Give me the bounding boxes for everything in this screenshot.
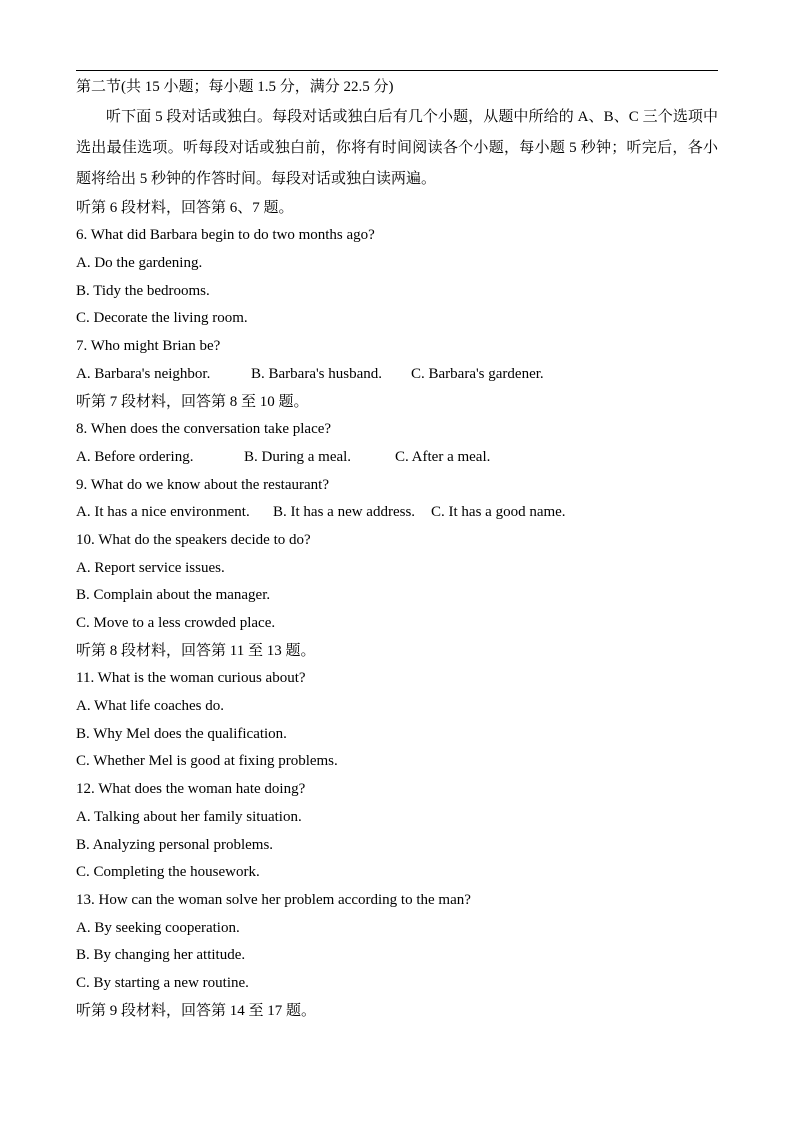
option: B. Tidy the bedrooms. [76, 282, 210, 299]
question: 11. What is the woman curious about? [76, 670, 306, 687]
question: 10. What do the speakers decide to do? [76, 531, 311, 548]
exam-page [76, 74, 718, 1025]
option: A. What life coaches do. [76, 698, 225, 715]
option: A. Report service issues. [76, 559, 225, 576]
question: 7. Who might Brian be? [76, 338, 221, 355]
option: C. Decorate the living room. [76, 310, 248, 327]
option: A. Talking about her family situation. [76, 808, 302, 825]
group-intro: 听第 8 段材料，回答第 11 至 13 题。 [76, 642, 316, 659]
options-row [76, 444, 718, 472]
group-intro: 听第 9 段材料，回答第 14 至 17 题。 [76, 1002, 317, 1019]
group-intro: 听第 6 段材料，回答第 6、7 题。 [76, 199, 294, 216]
question: 8. When does the conversation take place? [76, 421, 332, 438]
question: 6. What did Barbara begin to do two months ago? [76, 227, 375, 244]
option: C. By starting a new routine. [76, 974, 249, 991]
option: C. Move to a less crowded place. [76, 615, 276, 631]
option: C. Barbara's gardener. [411, 365, 544, 382]
option: C. It has a good name. [431, 504, 566, 521]
option: A. Before ordering. [76, 448, 194, 465]
question: 12. What does the woman hate doing? [76, 781, 306, 798]
options-row [76, 361, 718, 389]
option: A. By seeking cooperation. [76, 919, 240, 936]
option: C. Whether Mel is good at fixing problems. [76, 753, 338, 770]
question: 13. How can the woman solve her problem according to the man? [76, 891, 471, 908]
section-header: 第二节(共 15 小题；每小题 1.5 分，满分 22.5 分) [76, 79, 394, 95]
group-intro: 听第 7 段材料，回答第 8 至 10 题。 [76, 393, 309, 410]
option: A. It has a nice environment. [76, 504, 250, 521]
option: B. It has a new address. [273, 504, 416, 521]
option: A. Do the gardening. [76, 255, 203, 272]
section-instruction [76, 102, 718, 195]
instruction-text: 听下面 5 段对话或独白。每段对话或独白后有几个小题，从题中所给的 A、B、C 三个选项中选出最佳选项。听每段对话或独白前，你将有时间阅读各个小题，每小题 5 秒钟；听完后，各小题将给出 5 秒钟的作答时间。每段对话或独白读两遍。 [76, 108, 718, 187]
option: B. Complain about the manager. [76, 587, 271, 604]
option: A. Barbara's neighbor. [76, 365, 211, 382]
option: C. Completing the housework. [76, 864, 260, 881]
option: B. Barbara's husband. [251, 365, 383, 382]
header-rule [76, 70, 718, 71]
option: B. By changing her attitude. [76, 947, 246, 964]
option: B. Analyzing personal problems. [76, 836, 274, 853]
option: B. During a meal. [244, 448, 352, 465]
option: B. Why Mel does the qualification. [76, 725, 287, 742]
option: C. After a meal. [395, 448, 491, 465]
options-row [76, 499, 718, 527]
question: 9. What do we know about the restaurant? [76, 476, 329, 493]
